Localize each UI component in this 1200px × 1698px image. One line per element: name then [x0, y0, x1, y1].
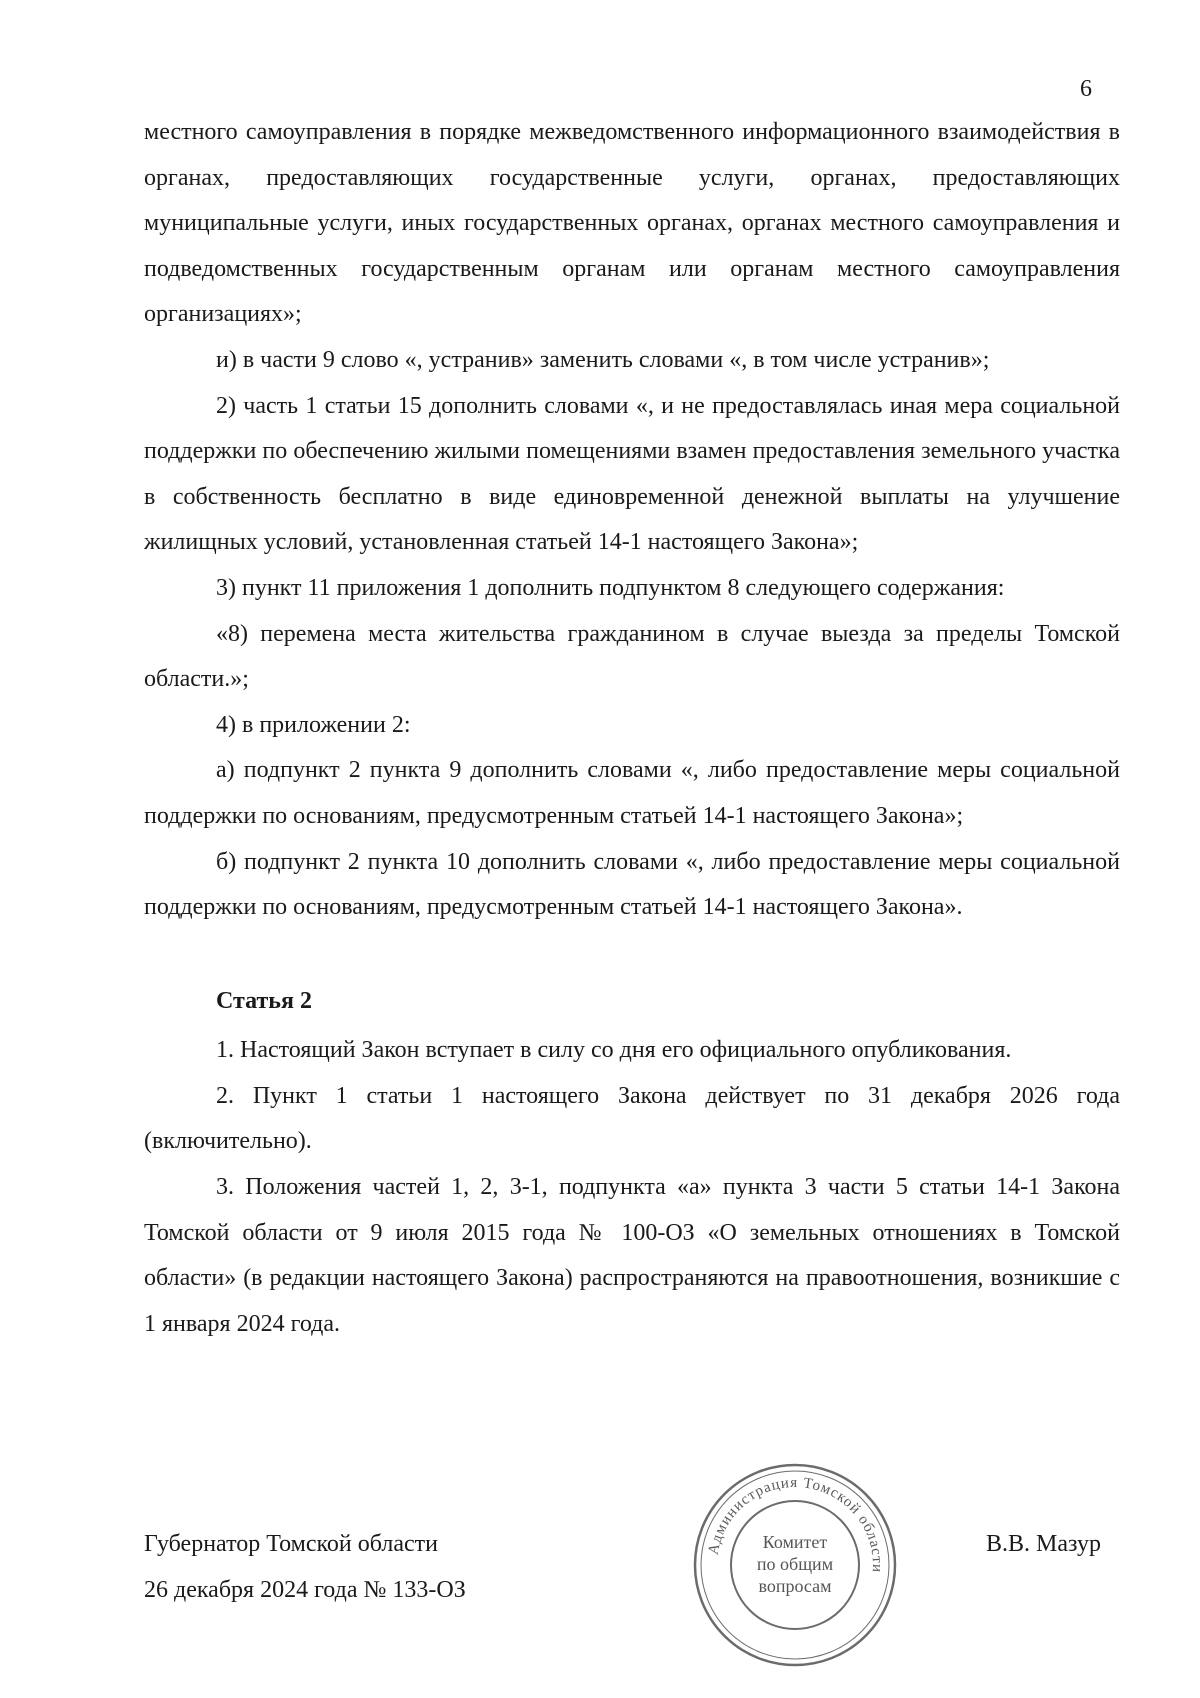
paragraph: и) в части 9 слово «, устранив» заменить словами «, в том числе устранив»; [216, 346, 990, 373]
page-number: 6 [1080, 76, 1092, 102]
signatory-name: В.В. Мазур [986, 1531, 1101, 1557]
paragraph: местного самоуправления в порядке межведомственного информационного взаимодействия в органах, предоставляющих государственные услуги, органах, предоставляющих муниципальные услуги, иных государственных органах, органах местного самоуправления и подведомственных государственным органам или органам местного самоуправления организациях»; [144, 119, 1120, 328]
paragraph: 3) пункт 11 приложения 1 дополнить подпунктом 8 следующего содержания: [216, 574, 1005, 601]
stamp-line-1: Комитет [762, 1532, 828, 1552]
article-item: 2. Пункт 1 статьи 1 настоящего Закона действует по 31 декабря 2026 года (включительно). [144, 1082, 1120, 1155]
paragraph: 4) в приложении 2: [216, 711, 411, 738]
article-item: 1. Настоящий Закон вступает в силу со дня его официального опубликования. [216, 1037, 1012, 1064]
official-stamp [690, 1460, 900, 1670]
law-date-number: 26 декабря 2024 года № 133-ОЗ [144, 1576, 466, 1603]
stamp-line-3: вопросам [758, 1576, 832, 1596]
article-heading: Статья 2 [216, 987, 312, 1014]
paragraph: а) подпункт 2 пункта 9 дополнить словами «, либо предоставление меры социальной поддержки по основаниям, предусмотренным статьей 14-1 настоящего Закона»; [144, 757, 1120, 829]
paragraph: «8) перемена места жительства гражданином в случае выезда за пределы Томской области.»; [144, 620, 1120, 693]
signature-block [144, 1522, 466, 1613]
paragraph: б) подпункт 2 пункта 10 дополнить словами «, либо предоставление меры социальной поддержки по основаниям, предусмотренным статьей 14-1 настоящего Закона». [144, 848, 1120, 921]
document-body [144, 110, 1120, 1347]
signatory-title: Губернатор Томской области [144, 1531, 438, 1557]
article-item: 3. Положения частей 1, 2, 3-1, подпункта «а» пункта 3 части 5 статьи 14-1 Закона Томской области от 9 июля 2015 года № 100-ОЗ «О земельных отношениях в Томской области» (в редакции настоящего Закона) распространяются на правоотношения, возникшие с 1 января 2024 года. [144, 1174, 1120, 1337]
stamp-line-2: по общим [756, 1554, 834, 1574]
stamp-ring-text: Администрация Томской области [705, 1474, 886, 1574]
paragraph: 2) часть 1 статьи 15 дополнить словами «, и не предоставлялась иная мера социальной поддержки по обеспечению жилыми помещениями взамен предоставления земельного участка в собственность бесплатно в виде единовременной денежной выплаты на улучшение жилищных условий, установленная статьей 14-1 настоящего Закона»; [144, 392, 1120, 556]
